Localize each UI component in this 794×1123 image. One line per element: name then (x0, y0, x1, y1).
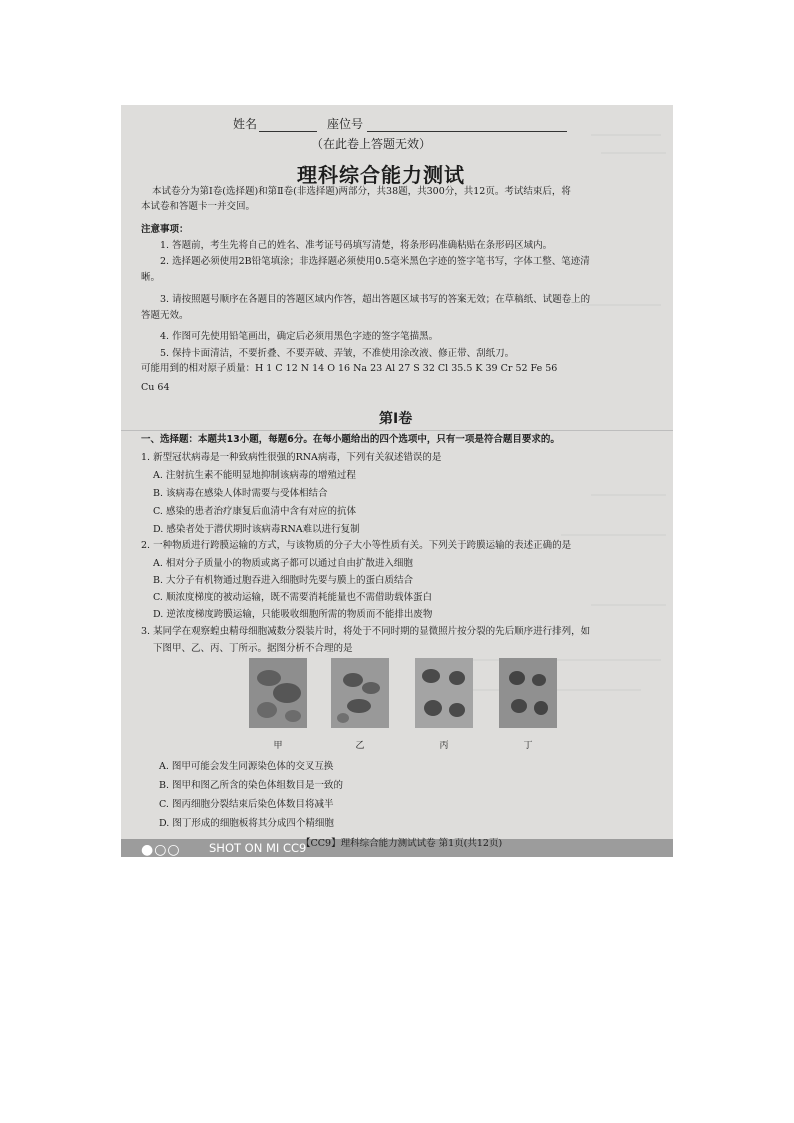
figure-label-yi: 乙 (355, 741, 365, 751)
seat-label: 座位号 (327, 117, 364, 131)
watermark-dots: ●○○ (141, 842, 181, 857)
micrograph-yi (331, 658, 389, 728)
page-footer: 【CC9】理科综合能力测试试卷 第1页(共12页) (301, 838, 503, 849)
micrograph-figure (249, 658, 575, 751)
q1-option-b: B. 该病毒在感染人体时需要与受体相结合 (153, 488, 328, 499)
q1-option-a: A. 注射抗生素不能明显地抑制该病毒的增殖过程 (153, 470, 356, 481)
micrograph-ding (499, 658, 557, 728)
note-item-2-cont: 晰。 (141, 272, 161, 283)
atomic-masses-1: 可能用到的相对原子质量：H 1 C 12 N 14 O 16 Na 23 Al 27 S 32 Cl 35.5 K 39 Cr 52 Fe 56 (141, 363, 558, 374)
exam-page (121, 105, 673, 857)
q3-stem-2: 下图甲、乙、丙、丁所示。据图分析不合理的是 (153, 643, 353, 654)
note-item-3-cont: 答题无效。 (141, 310, 189, 321)
intro-line-2: 本试卷和答题卡一并交回。 (141, 201, 256, 212)
q1-stem: 1. 新型冠状病毒是一种致病性很强的RNA病毒，下列有关叙述错误的是 (141, 452, 442, 463)
note-item-4: 4. 作图可先使用铅笔画出，确定后必须用黑色字迹的签字笔描黑。 (160, 331, 439, 342)
name-seat-row (233, 115, 567, 132)
name-blank (259, 131, 317, 132)
note-item-3: 3. 请按照题号顺序在各题目的答题区域内作答，超出答题区域书写的答案无效；在草稿纸、试题卷上的 (160, 294, 591, 305)
intro-line-1: 本试卷分为第Ⅰ卷(选择题)和第Ⅱ卷(非选择题)两部分，共38题，共300分，共12页。考试结束后，将 (152, 186, 571, 197)
note-item-1: 1. 答题前，考生先将自己的姓名、准考证号码填写清楚，将条形码准确粘贴在条形码区域内。 (160, 240, 553, 251)
q2-option-c: C. 顺浓度梯度的被动运输，既不需要消耗能量也不需借助载体蛋白 (153, 592, 432, 603)
q3-stem-1: 3. 某同学在观察蝗虫精母细胞减数分裂装片时，将处于不同时期的显微照片按分裂的先后顺序进行排列，如 (141, 626, 591, 637)
figure-label-bing: 丙 (439, 741, 449, 751)
micrograph-bing (415, 658, 473, 728)
exam-title: 理科综合能力测试 (297, 163, 465, 187)
q1-option-c: C. 感染的患者治疗康复后血清中含有对应的抗体 (153, 506, 356, 517)
figure-label-jia: 甲 (273, 741, 283, 751)
section-divider (121, 430, 673, 431)
watermark-text: SHOT ON MI CC9 (209, 841, 307, 855)
figure-label-ding: 丁 (523, 741, 533, 751)
q3-option-d: D. 图丁形成的细胞板将其分成四个精细胞 (159, 818, 334, 829)
note-item-2: 2. 选择题必须使用2B铅笔填涂；非选择题必须使用0.5毫米黑色字迹的签字笔书写，字体工整、笔迹清 (160, 256, 590, 267)
q2-stem: 2. 一种物质进行跨膜运输的方式，与该物质的分子大小等性质有关。下列关于跨膜运输的表述正确的是 (141, 540, 572, 551)
invalid-notice: （在此卷上答题无效） (311, 137, 432, 151)
section-instruction: 一、选择题：本题共13小题，每题6分。在每小题给出的四个选项中，只有一项是符合题目要求的。 (141, 434, 560, 445)
q3-option-b: B. 图甲和图乙所含的染色体组数目是一致的 (159, 780, 344, 791)
q2-option-b: B. 大分子有机物通过胞吞进入细胞时先要与膜上的蛋白质结合 (153, 575, 414, 586)
micrograph-jia (249, 658, 307, 728)
notes-heading: 注意事项： (141, 224, 189, 235)
note-item-5: 5. 保持卡面清洁，不要折叠、不要弄破、弄皱，不准使用涂改液、修正带、刮纸刀。 (160, 348, 515, 359)
seat-blank (367, 131, 567, 132)
q2-option-d: D. 逆浓度梯度跨膜运输，只能吸收细胞所需的物质而不能排出废物 (153, 609, 433, 620)
q2-option-a: A. 相对分子质量小的物质或离子都可以通过自由扩散进入细胞 (153, 558, 413, 569)
q3-option-c: C. 图丙细胞分裂结束后染色体数目将减半 (159, 799, 334, 810)
name-label: 姓名 (233, 117, 258, 131)
atomic-masses-2: Cu 64 (141, 382, 170, 393)
exam-photo (121, 105, 673, 857)
section-title: 第Ⅰ卷 (379, 411, 413, 427)
q3-option-a: A. 图甲可能会发生同源染色体的交叉互换 (159, 761, 334, 772)
q1-option-d: D. 感染者处于潜伏期时该病毒RNA难以进行复制 (153, 524, 360, 535)
